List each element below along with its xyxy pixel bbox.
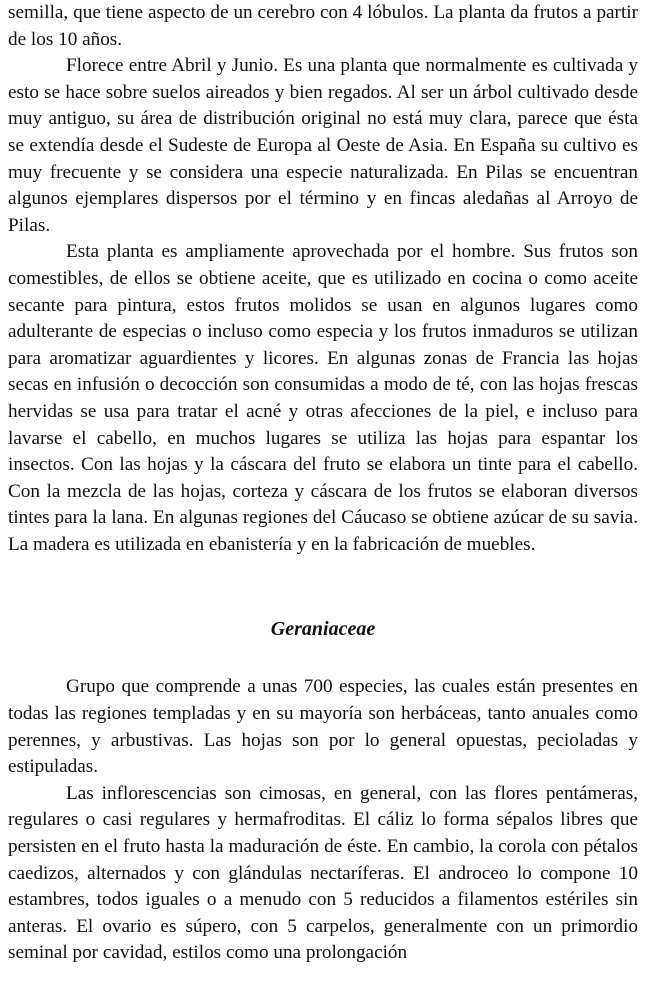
paragraph-group-description: Grupo que comprende a unas 700 especies, las cuales están presentes en todas las regiones templadas y en su mayoría son herbáceas, tanto anuales como perennes, y arbustivas. Las hojas son por lo general opuestas, pecioladas y estipuladas. — [8, 676, 638, 778]
paragraph-inflorescences: Las inflorescencias son cimosas, en general, con las flores pentámeras, regulares o casi regulares y hermafroditas. El cáliz lo forma sépalos libres que persisten en el fruto hasta la maduración de éste. En cambio, la corola con pétalos caedizos, alternados y con glándulas nectaríferas. El androceo lo compone 10 estambres, todos iguales o a menudo con 5 reducidos a filamentos estériles sin anteras. El ovario es súpero, con 5 carpelos, generalmente con un primordio seminal por cavidad, estilos como una prolongación — [8, 782, 638, 964]
paragraph-flowering: Florece entre Abril y Junio. Es una planta que normalmente es cultivada y esto se hace sobre suelos aireados y bien regados. Al ser un árbol cultivado desde muy antiguo, su área de distribución original no está muy clara, parece que ésta se extendía desde el Sudeste de Europa al Oeste de Asia. En España su cultivo es muy frecuente y se considera una especie naturalizada. En Pilas se encuentran algunos ejemplares dispersos por el término y en fincas aledañas al Arroyo de Pilas. — [8, 55, 638, 236]
document-page — [8, 0, 638, 967]
spacer — [8, 558, 638, 616]
paragraph-uses: Esta planta es ampliamente aprovechada por el hombre. Sus frutos son comestibles, de ellos se obtiene aceite, que es utilizado en cocina o como aceite secante para pintura, estos frutos molidos se usan en algunos lugares como adulterante de especias o incluso como especia y los frutos inmaduros se utilizan para aromatizar aguardientes y licores. En algunas zonas de Francia las hojas secas en infusión o decocción son consumidas a modo de té, con las hojas frescas hervidas se usa para tratar el acné y otras afecciones de la piel, e incluso para lavarse el cabello, en muchos lugares se utiliza las hojas para espantar los insectos. Con las hojas y la cáscara del fruto se elabora un tinte para el cabello. Con la mezcla de las hojas, corteza y cáscara de los frutos se elaboran diversos tintes para la lana. En algunas regiones del Cáucaso se obtiene azúcar de su savia. La madera es utilizada en ebanistería y en la fabricación de muebles. — [8, 241, 638, 555]
paragraph-continued: semilla, que tiene aspecto de un cerebro con 4 lóbulos. La planta da frutos a partir de los 10 años. — [8, 2, 638, 50]
spacer — [8, 642, 638, 674]
section-heading: Geraniaceae — [270, 618, 376, 641]
